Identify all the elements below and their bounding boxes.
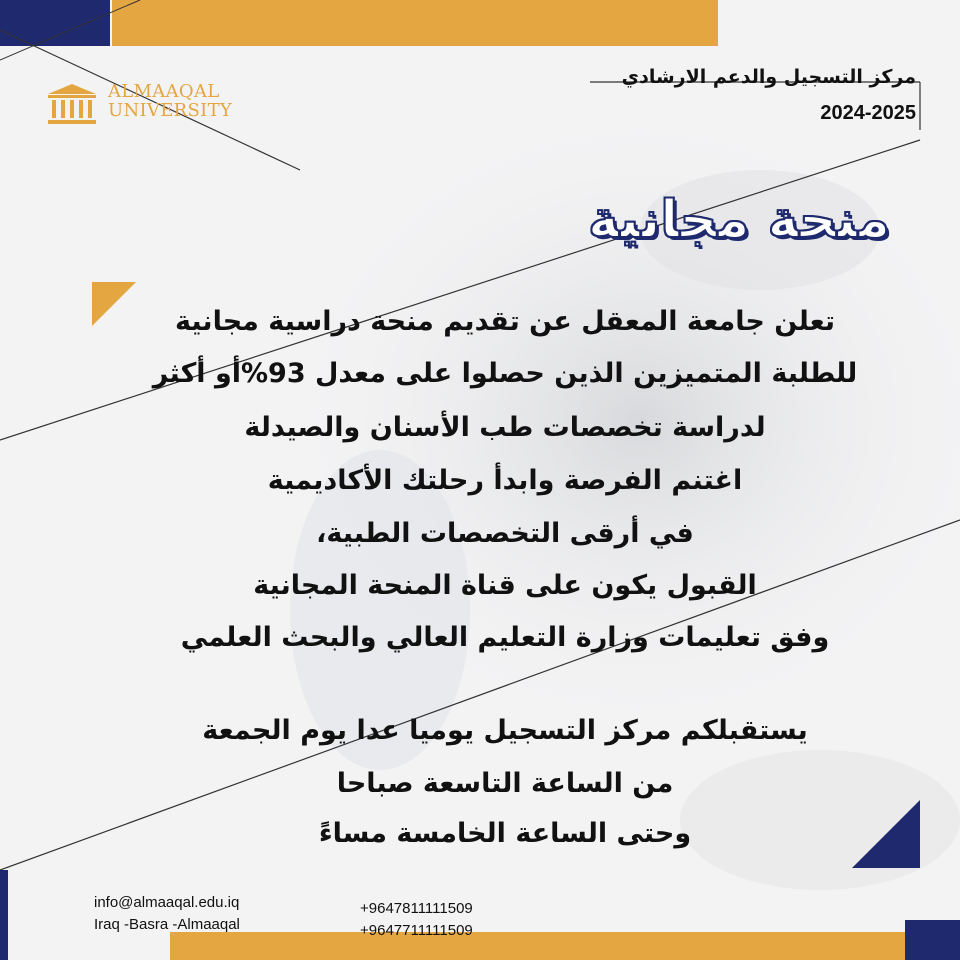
body-line-5: في أرقى التخصصات الطبية، [316, 518, 694, 549]
body-line-1: تعلن جامعة المعقل عن تقديم منحة دراسية مجانية [175, 306, 835, 337]
logo-line1: ALMAAQAL [108, 81, 220, 102]
logo-line2: UNIVERSITY [108, 100, 233, 121]
body-line-2: للطلبة المتميزين الذين حصلوا على معدل 93%أو أكثر [152, 358, 858, 389]
footer-contact [94, 892, 240, 936]
footer-phone-2[interactable]: +9647711111509 [360, 922, 473, 939]
registration-center-name: مركز التسجيل والدعم الارشادي [621, 66, 916, 88]
footer-phones [360, 898, 473, 942]
body-line-9: من الساعة التاسعة صباحا [336, 768, 674, 799]
announcement-body [90, 300, 920, 860]
university-logo-text [108, 82, 232, 120]
body-line-7: وفق تعليمات وزارة التعليم العالي والبحث العلمي [180, 622, 830, 653]
footer-email[interactable]: info@almaaqal.edu.iq [94, 894, 240, 911]
academic-year: 2024-2025 [820, 102, 916, 124]
scholarship-title: منحة مجانية [587, 190, 891, 250]
body-line-4: اغتنم الفرصة وابدأ رحلتك الأكاديمية [267, 465, 743, 496]
body-line-3: لدراسة تخصصات طب الأسنان والصيدلة [244, 412, 766, 443]
columns-building-icon [44, 82, 100, 126]
body-line-8: يستقبلكم مركز التسجيل يوميا عدا يوم الجمعة [202, 715, 808, 746]
footer-address: Iraq -Basra -Almaaqal [94, 916, 240, 933]
body-line-10: وحتى الساعة الخامسة مساءً [318, 818, 692, 849]
body-line-6: القبول يكون على قناة المنحة المجانية [253, 570, 757, 601]
footer-phone-1[interactable]: +9647811111509 [360, 900, 473, 917]
